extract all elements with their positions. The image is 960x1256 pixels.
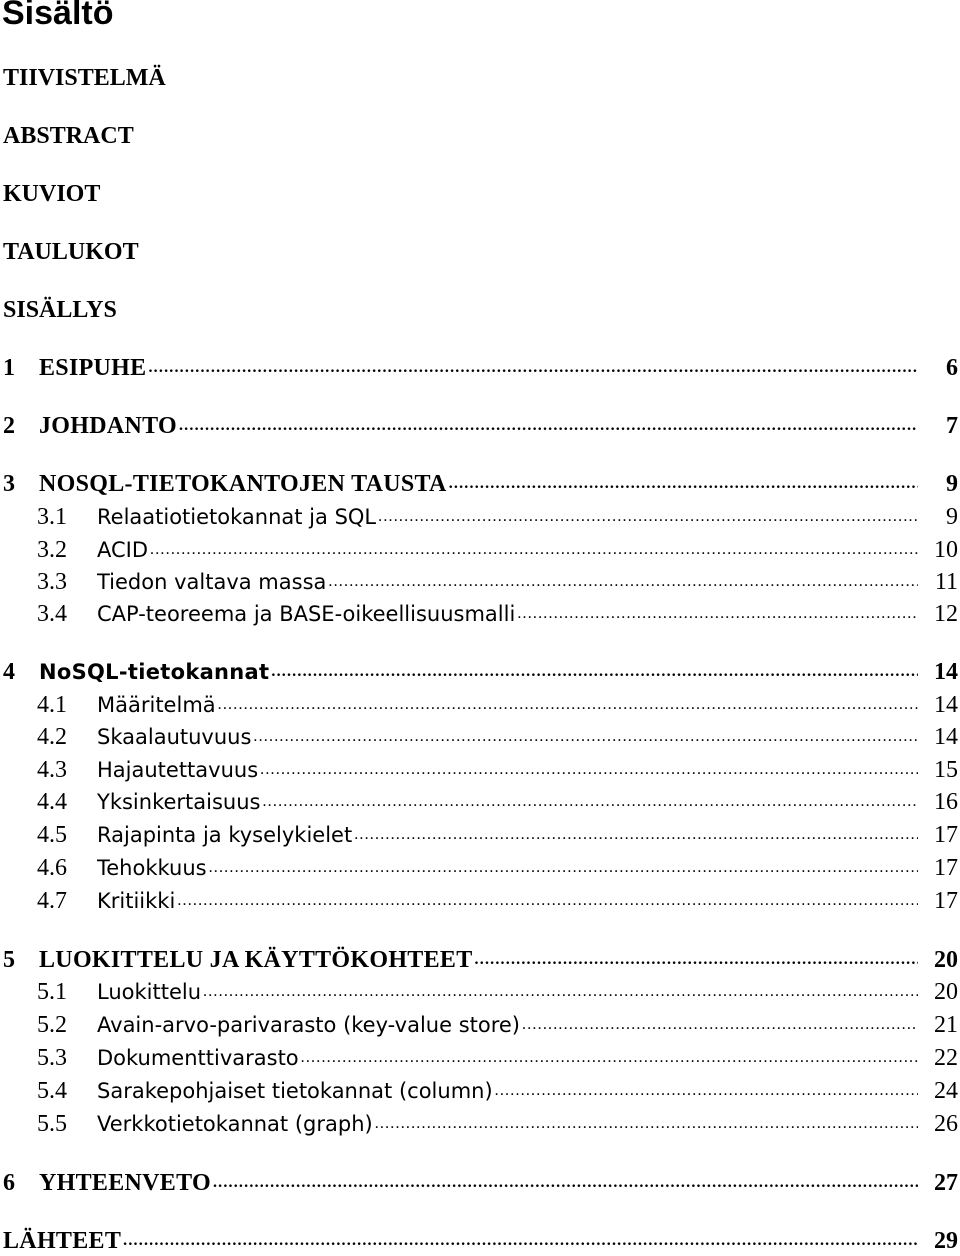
- entry-title: NoSQL-tietokannat: [39, 660, 270, 684]
- toc-section-entry[interactable]: [0, 1076, 960, 1106]
- entry-title-line: [97, 599, 918, 629]
- entry-number: 4.2: [37, 724, 67, 750]
- dot-leader: [207, 853, 918, 883]
- page-number: 9: [946, 471, 958, 497]
- page-number: 15: [934, 757, 958, 783]
- entry-number: 1: [3, 355, 16, 381]
- entry-title: Kritiikki: [97, 889, 176, 913]
- entry-title-line: [97, 1109, 918, 1139]
- page-number: 29: [934, 1228, 958, 1254]
- entry-title-line: [97, 1043, 918, 1073]
- toc-chapter-entry[interactable]: [0, 353, 960, 383]
- toc-chapter-entry[interactable]: [0, 657, 960, 687]
- toc-section-entry[interactable]: [0, 755, 960, 785]
- entry-title: LUOKITTELU JA KÄYTTÖKOHTEET: [39, 947, 473, 973]
- entry-title-line: [39, 1168, 918, 1198]
- entry-number: 3.1: [37, 504, 67, 530]
- dot-leader: [493, 1076, 918, 1106]
- entry-title-line: [97, 853, 918, 883]
- dot-leader: [447, 469, 918, 499]
- page-number: 20: [934, 979, 958, 1005]
- entry-number: 6: [3, 1170, 16, 1196]
- entry-title: Relaatiotietokannat ja SQL: [97, 505, 377, 529]
- toc-section-entry[interactable]: [0, 599, 960, 629]
- entry-number: 4.5: [37, 822, 67, 848]
- dot-leader: [177, 411, 918, 441]
- entry-title-line: [39, 945, 918, 975]
- front-matter-item: TIIVISTELMÄ: [3, 65, 166, 91]
- entry-title: Skaalautuvuus: [97, 725, 252, 749]
- entry-number: 5.5: [37, 1111, 67, 1137]
- toc-section-entry[interactable]: [0, 853, 960, 883]
- entry-title-line: [97, 1076, 918, 1106]
- page-number: 17: [934, 822, 958, 848]
- entry-title: Yksinkertaisuus: [97, 790, 261, 814]
- page-number: 7: [946, 413, 958, 439]
- dot-leader: [269, 657, 918, 687]
- dot-leader: [211, 1168, 918, 1198]
- entry-title: Määritelmä: [97, 693, 216, 717]
- dot-leader: [373, 1109, 918, 1139]
- dot-leader: [260, 787, 918, 817]
- entry-title: NOSQL-TIETOKANTOJEN TAUSTA: [39, 471, 447, 497]
- entry-title-line: [39, 353, 918, 383]
- page-number: 14: [934, 724, 958, 750]
- entry-number: 3.4: [37, 601, 67, 627]
- page-number: 9: [946, 504, 958, 530]
- entry-title-line: [97, 1010, 918, 1040]
- page-number: 10: [934, 537, 958, 563]
- toc-chapter-entry[interactable]: [0, 411, 960, 441]
- entry-title: JOHDANTO: [39, 413, 177, 439]
- dot-leader: [251, 722, 918, 752]
- page-number: 24: [934, 1078, 958, 1104]
- entry-title: ESIPUHE: [39, 355, 147, 381]
- toc-section-entry[interactable]: [0, 722, 960, 752]
- page-number: 20: [934, 947, 958, 973]
- dot-leader: [515, 599, 918, 629]
- entry-title: Sarakepohjaiset tietokannat (column): [97, 1079, 493, 1103]
- entry-title-line: [39, 657, 918, 687]
- entry-number: 3.3: [37, 569, 67, 595]
- entry-number: 3: [3, 471, 16, 497]
- toc-section-entry[interactable]: [0, 977, 960, 1007]
- dot-leader: [148, 535, 918, 565]
- entry-title-line: [39, 411, 918, 441]
- dot-leader: [121, 1226, 918, 1256]
- dot-leader: [376, 502, 918, 532]
- entry-title-line: [97, 722, 918, 752]
- page-number: 12: [934, 601, 958, 627]
- entry-title-line: [97, 787, 918, 817]
- entry-title: Verkkotietokannat (graph): [97, 1112, 373, 1136]
- entry-number: 3.2: [37, 537, 67, 563]
- page-number: 27: [934, 1170, 958, 1196]
- entry-title-line: [39, 469, 918, 499]
- entry-title-line: [97, 690, 918, 720]
- entry-title-line: [3, 1226, 918, 1256]
- page-number: 16: [934, 789, 958, 815]
- toc-section-entry[interactable]: [0, 1010, 960, 1040]
- front-matter-item: SISÄLLYS: [3, 297, 117, 323]
- entry-number: 4: [3, 659, 16, 685]
- front-matter-item: TAULUKOT: [3, 239, 139, 265]
- page-title: Sisältö: [2, 0, 114, 32]
- entry-title: Hajautettavuus: [97, 758, 259, 782]
- page-number: 6: [946, 355, 958, 381]
- entry-number: 4.6: [37, 855, 67, 881]
- entry-title: Rajapinta ja kyselykielet: [97, 823, 353, 847]
- dot-leader: [258, 755, 918, 785]
- entry-title: Tehokkuus: [97, 856, 207, 880]
- toc-section-entry[interactable]: [0, 820, 960, 850]
- page-number: 14: [934, 659, 958, 685]
- entry-number: 4.7: [37, 888, 67, 914]
- toc-chapter-entry[interactable]: [0, 1168, 960, 1198]
- toc-section-entry[interactable]: [0, 535, 960, 565]
- entry-title-line: [97, 886, 918, 916]
- entry-number: 5.2: [37, 1012, 67, 1038]
- entry-number: 4.3: [37, 757, 67, 783]
- toc-section-entry[interactable]: [0, 886, 960, 916]
- page-number: 21: [934, 1012, 958, 1038]
- entry-number: 4.1: [37, 692, 67, 718]
- dot-leader: [146, 353, 918, 383]
- entry-title-line: [97, 567, 918, 597]
- entry-number: 5.4: [37, 1078, 67, 1104]
- dot-leader: [520, 1010, 918, 1040]
- page-number: 17: [934, 855, 958, 881]
- front-matter-item: KUVIOT: [3, 181, 101, 207]
- dot-leader: [352, 820, 918, 850]
- entry-title: Tiedon valtava massa: [97, 570, 327, 594]
- entry-number: 2: [3, 413, 16, 439]
- entry-title: CAP-teoreema ja BASE-oikeellisuusmalli: [97, 602, 516, 626]
- entry-number: 4.4: [37, 789, 67, 815]
- page-number: 11: [934, 569, 958, 595]
- dot-leader: [326, 567, 918, 597]
- page-number: 22: [934, 1045, 958, 1071]
- toc-chapter-entry[interactable]: [0, 945, 960, 975]
- entry-title-line: [97, 535, 918, 565]
- toc-section-entry[interactable]: [0, 1109, 960, 1139]
- entry-number: 5.3: [37, 1045, 67, 1071]
- entry-title: Dokumenttivarasto: [97, 1046, 299, 1070]
- entry-title: Avain-arvo-parivarasto (key-value store): [97, 1013, 521, 1037]
- toc-section-entry[interactable]: [0, 502, 960, 532]
- toc-section-entry[interactable]: [0, 567, 960, 597]
- page-number: 26: [934, 1111, 958, 1137]
- dot-leader: [216, 690, 918, 720]
- entry-title-line: [97, 502, 918, 532]
- dot-leader: [473, 945, 918, 975]
- entry-title: LÄHTEET: [3, 1228, 122, 1254]
- dot-leader: [299, 1043, 918, 1073]
- dot-leader: [175, 886, 918, 916]
- toc-chapter-entry[interactable]: [0, 1226, 960, 1256]
- entry-number: 5: [3, 947, 16, 973]
- toc-chapter-entry[interactable]: [0, 469, 960, 499]
- toc-section-entry[interactable]: [0, 690, 960, 720]
- entry-title: YHTEENVETO: [39, 1170, 211, 1196]
- entry-title-line: [97, 977, 918, 1007]
- page-number: 17: [934, 888, 958, 914]
- entry-title: ACID: [97, 538, 149, 562]
- entry-title-line: [97, 820, 918, 850]
- entry-title: Luokittelu: [97, 980, 202, 1004]
- entry-title-line: [97, 755, 918, 785]
- entry-number: 5.1: [37, 979, 67, 1005]
- dot-leader: [201, 977, 918, 1007]
- page-number: 14: [934, 692, 958, 718]
- front-matter-item: ABSTRACT: [3, 123, 134, 149]
- toc-section-entry[interactable]: [0, 1043, 960, 1073]
- toc-section-entry[interactable]: [0, 787, 960, 817]
